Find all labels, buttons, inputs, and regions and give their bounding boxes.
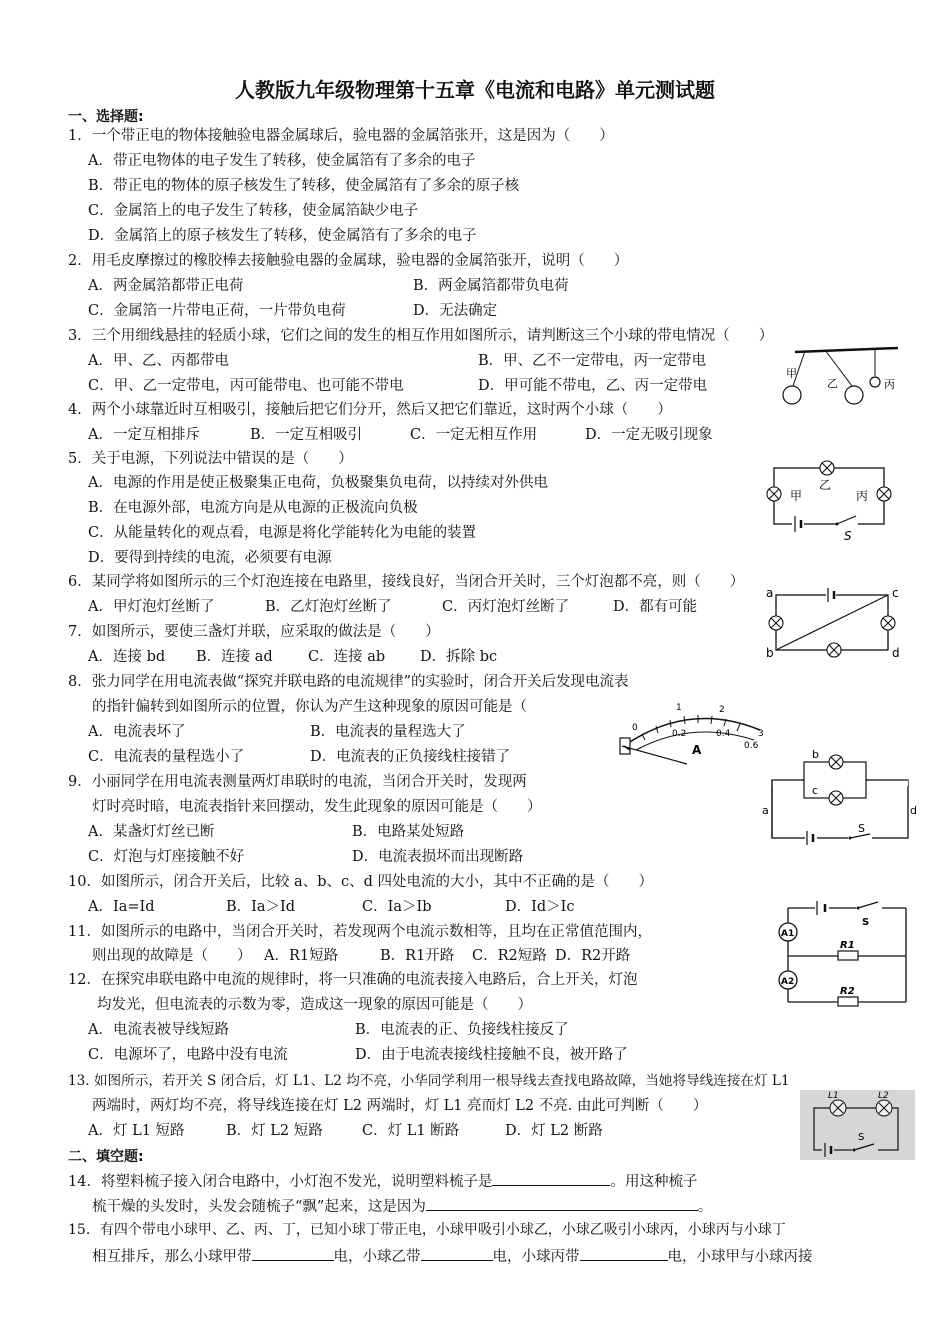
figure-q9-label-c: c: [812, 784, 819, 797]
q14-line2: [92, 1195, 712, 1217]
q5-option-c: C．从能量转化的观点看，电源是将化学能转化为电能的装置: [88, 525, 477, 541]
section-fill-heading: 二、填空题:: [68, 1149, 144, 1165]
figure-q11-s: S: [862, 917, 870, 928]
q15-line2: [92, 1245, 813, 1267]
q14-blank-2[interactable]: [426, 1195, 698, 1211]
figure-q8-ammeter: [612, 694, 772, 776]
q7-option-d: D．拆除 bc: [420, 649, 498, 665]
q1-stem: 1．一个带正电的物体接触验电器金属球后，验电器的金属箔张开，这是因为（ ）: [68, 128, 614, 144]
q9-option-b: B．电路某处短路: [352, 824, 465, 840]
q3-option-a: A．甲、乙、丙都带电: [88, 353, 229, 369]
q2-option-a: A．两金属箔都带正电荷: [88, 278, 244, 294]
figure-q7-circuit: [762, 583, 907, 663]
q15-blank-1[interactable]: [252, 1245, 334, 1261]
q13-option-a: A．灯 L1 短路: [88, 1123, 185, 1139]
figure-q3-label-bing: 丙: [884, 378, 895, 391]
q11-option-d: D．R2开路: [555, 948, 631, 964]
figure-q6-label-bing: 丙: [856, 489, 869, 503]
q12-stem-line1: 12．在探究串联电路中电流的规律时，将一只准确的电流表接入电路后，合上开关，灯泡: [68, 972, 638, 988]
q8-option-a: A．电流表坏了: [88, 724, 186, 740]
figure-q9-circuit: [760, 748, 920, 848]
q1-option-a: A．带正电物体的电子发生了转移，使金属箔有了多余的电子: [88, 153, 476, 169]
q2-option-b: B．两金属箔都带负电荷: [413, 278, 569, 294]
q12-stem-line2: 均发光，但电流表的示数为零，造成这一现象的原因可能是（ ）: [97, 997, 532, 1013]
q4-option-c: C．一定无相互作用: [410, 427, 538, 443]
q14-blank-1[interactable]: [492, 1170, 610, 1186]
figure-q8-sub-02: 0.2: [672, 729, 687, 739]
q7-option-b: B．连接 ad: [196, 649, 273, 665]
figure-q7-label-a: a: [766, 586, 774, 600]
figure-q13-l2: L2: [878, 1091, 889, 1101]
q3-option-b: B．甲、乙不一定带电，丙一定带电: [478, 353, 707, 369]
q10-stem: 10．如图所示，闭合开关后，比较 a、b、c、d 四处电流的大小，其中不正确的是（ ）: [68, 874, 653, 890]
page-title: 人教版九年级物理第十五章《电流和电路》单元测试题: [235, 78, 715, 102]
figure-q8-sub-06: 0.6: [744, 741, 759, 751]
figure-q8-tick-3: 3: [758, 729, 764, 739]
q9-option-d: D．电流表损坏而出现断路: [352, 849, 524, 865]
q13-stem-line1: 13. 如图所示，若开关 S 闭合后，灯 L1、L2 均不亮，小华同学利用一根导线去查找电路故障，当她将导线连接在灯 L1: [68, 1073, 790, 1089]
figure-q3-balls: [780, 342, 905, 412]
q7-option-a: A．连接 bd: [88, 649, 166, 665]
q5-option-a: A．电源的作用是使正极聚集正电荷，负极聚集负电荷，以持续对外供电: [88, 475, 548, 491]
q15-line1: 15．有四个带电小球甲、乙、丙、丁，已知小球丁带正电，小球甲吸引小球乙，小球乙吸引小球丙，小球丙与小球丁: [68, 1222, 786, 1238]
q10-option-d: D．Id＞Ic: [505, 899, 575, 915]
q14-text-3: 梳干燥的头发时，头发会随梳子“飘”起来，这是因为: [92, 1199, 426, 1215]
q2-stem: 2．用毛皮摩擦过的橡胶棒去接触验电器的金属球，验电器的金属箔张开，说明（ ）: [68, 253, 629, 269]
figure-q3-label-jia: 甲: [786, 367, 797, 380]
q13-option-d: D．灯 L2 断路: [505, 1123, 603, 1139]
q7-option-c: C．连接 ab: [308, 649, 386, 665]
figure-q7-label-d: d: [892, 646, 900, 660]
q14-text-1: 14．将塑料梳子接入闭合电路中，小灯泡不发光，说明塑料梳子是: [68, 1174, 493, 1190]
figure-q7-label-b: b: [766, 646, 774, 660]
q3-option-c: C．甲、乙一定带电，丙可能带电、也可能不带电: [88, 378, 404, 394]
q15-text-4: 电，小球甲与小球丙接: [667, 1249, 813, 1265]
figure-q8-unit: A: [692, 743, 702, 757]
figure-q13-circuit: [800, 1090, 915, 1160]
q9-stem-line1: 9．小丽同学在用电流表测量两灯串联时的电流，当闭合开关时，发现两: [68, 774, 527, 790]
q6-option-a: A．甲灯泡灯丝断了: [88, 599, 215, 615]
q15-text-1: 相互排斥，那么小球甲带: [92, 1249, 252, 1265]
figure-q9-label-s: S: [858, 822, 865, 835]
q13-stem-line2: 两端时，两灯均不亮，将导线连接在灯 L2 两端时，灯 L1 亮而灯 L2 不亮. 由此可判断（ ）: [92, 1098, 708, 1114]
q12-option-b: B．电流表的正、负接线柱接反了: [355, 1022, 569, 1038]
figure-q8-tick-1: 1: [676, 703, 682, 713]
q11-option-b: B．R1开路: [380, 948, 455, 964]
q11-option-a: A．R1短路: [264, 948, 339, 964]
figure-q11-r2: R2: [840, 986, 855, 997]
q13-option-b: B．灯 L2 短路: [226, 1123, 323, 1139]
section-choice-heading: 一、选择题:: [68, 109, 144, 125]
figure-q3-label-yi: 乙: [827, 377, 838, 390]
q6-option-b: B．乙灯泡灯丝断了: [265, 599, 392, 615]
figure-q11-circuit: [770, 898, 920, 1016]
q13-option-c: C．灯 L1 断路: [362, 1123, 460, 1139]
q12-option-c: C．电源坏了，电路中没有电流: [88, 1047, 288, 1063]
q9-option-a: A．某盏灯灯丝已断: [88, 824, 215, 840]
q10-option-b: B．Ia＞Id: [226, 899, 296, 915]
q15-text-3: 电，小球丙带: [492, 1249, 580, 1265]
figure-q6-circuit: [764, 458, 894, 543]
q1-option-c: C．金属箔上的电子发生了转移，使金属箔缺少电子: [88, 203, 419, 219]
figure-q11-a1: A1: [781, 929, 795, 939]
q3-stem: 3．三个用细线悬挂的轻质小球，它们之间的发生的相互作用如图所示，请判断这三个小球的带电情况（ ）: [68, 328, 774, 344]
q5-option-b: B．在电源外部，电流方向是从电源的正极流向负极: [88, 500, 418, 516]
q9-stem-line2: 灯时亮时暗，电流表指针来回摆动，发生此现象的原因可能是（ ）: [92, 799, 542, 815]
q8-option-c: C．电流表的量程选小了: [88, 749, 245, 765]
q8-stem-line1: 8．张力同学在用电流表做“探究并联电路的电流规律”的实验时，闭合开关后发现电流表: [68, 674, 629, 690]
q5-stem: 5．关于电源，下列说法中错误的是（ ）: [68, 451, 353, 467]
q5-option-d: D．要得到持续的电流，必须要有电源: [88, 550, 332, 566]
figure-q6-label-jia: 甲: [790, 489, 803, 503]
q1-option-b: B．带正电的物体的原子核发生了转移，使金属箔有了多余的原子核: [88, 178, 520, 194]
figure-q13-s: S: [858, 1132, 865, 1143]
q8-option-d: D．电流表的正负接线柱接错了: [310, 749, 511, 765]
q2-option-d: D．无法确定: [413, 303, 498, 319]
figure-q9-label-d: d: [910, 804, 917, 817]
figure-q11-a2: A2: [781, 977, 795, 987]
q10-option-c: C．Ia＞Ib: [362, 899, 432, 915]
q14-line1: [68, 1170, 697, 1192]
q12-option-a: A．电流表被导线短路: [88, 1022, 229, 1038]
q8-stem-line2: 的指针偏转到如图所示的位置，你认为产生这种现象的原因可能是（: [92, 699, 527, 715]
figure-q9-label-a: a: [762, 804, 769, 817]
figure-q8-sub-04: 0.4: [716, 729, 731, 739]
figure-q7-label-c: c: [892, 586, 899, 600]
figure-q8-tick-0: 0: [632, 723, 638, 733]
q4-option-a: A．一定互相排斥: [88, 427, 200, 443]
q6-option-d: D．都有可能: [613, 599, 698, 615]
q11-option-c: C．R2短路: [472, 948, 547, 964]
q14-text-2: 。用这种梳子: [610, 1174, 698, 1190]
q12-option-d: D．由于电流表接线柱接触不良，被开路了: [355, 1047, 628, 1063]
figure-q8-tick-2: 2: [719, 705, 725, 715]
q7-stem: 7．如图所示，要使三盏灯并联，应采取的做法是（ ）: [68, 624, 440, 640]
figure-q9-label-b: b: [812, 748, 819, 761]
q4-option-d: D．一定无吸引现象: [585, 427, 713, 443]
q6-option-c: C．丙灯泡灯丝断了: [442, 599, 570, 615]
q14-text-4: 。: [697, 1199, 713, 1215]
q15-text-2: 电，小球乙带: [333, 1249, 421, 1265]
q3-option-d: D．甲可能不带电，乙、丙一定带电: [478, 378, 708, 394]
q6-stem: 6．某同学将如图所示的三个灯泡连接在电路里，接线良好，当闭合开关时，三个灯泡都不亮，则（ ）: [68, 574, 745, 590]
figure-q13-l1: L1: [828, 1091, 839, 1101]
q15-blank-3[interactable]: [580, 1245, 668, 1261]
q11-stem-line2: 则出现的故障是（ ）: [92, 948, 252, 964]
q10-option-a: A．Ia=Id: [88, 899, 155, 915]
figure-q11-r1: R1: [840, 940, 855, 951]
q2-option-c: C．金属箔一片带电正荷，一片带负电荷: [88, 303, 346, 319]
figure-q6-label-s: S: [844, 529, 852, 543]
q11-stem-line1: 11．如图所示的电路中，当闭合开关时，若发现两个电流示数相等，且均在正常值范围内，: [68, 924, 652, 940]
q4-option-b: B．一定互相吸引: [250, 427, 363, 443]
q8-option-b: B．电流表的量程选大了: [310, 724, 466, 740]
q9-option-c: C．灯泡与灯座接触不好: [88, 849, 245, 865]
q15-blank-2[interactable]: [421, 1245, 493, 1261]
q4-stem: 4．两个小球靠近时互相吸引，接触后把它们分开，然后又把它们靠近，这时两个小球（ ）: [68, 402, 672, 418]
figure-q6-label-yi: 乙: [819, 478, 832, 492]
q1-option-d: D．金属箔上的原子核发生了转移，使金属箔有了多余的电子: [88, 228, 477, 244]
